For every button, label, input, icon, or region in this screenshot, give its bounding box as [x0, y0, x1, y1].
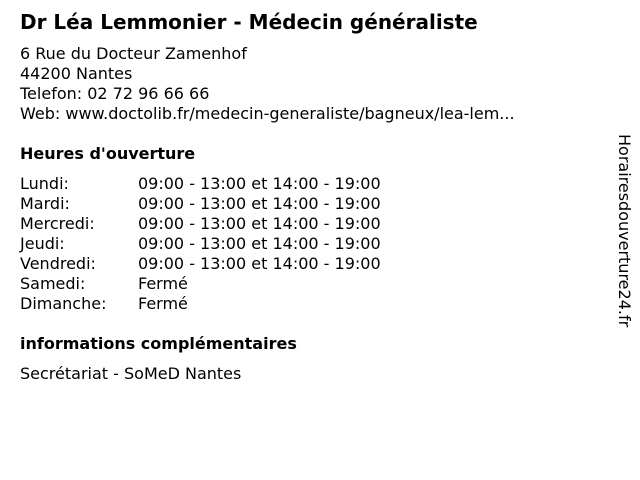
time-value: Fermé: [138, 274, 188, 293]
day-label: Mercredi:: [20, 214, 95, 233]
site-watermark: Horairesdouverture24.fr: [615, 134, 634, 328]
time-value: 09:00 - 13:00 et 14:00 - 19:00: [138, 214, 381, 233]
additional-info-text: Secrétariat - SoMeD Nantes: [20, 364, 242, 383]
time-value: 09:00 - 13:00 et 14:00 - 19:00: [138, 174, 381, 193]
address-city: 44200 Nantes: [20, 64, 133, 83]
address-street: 6 Rue du Docteur Zamenhof: [20, 44, 247, 63]
day-label: Lundi:: [20, 174, 69, 193]
opening-hours-heading: Heures d'ouverture: [20, 144, 196, 163]
day-label: Samedi:: [20, 274, 86, 293]
time-value: 09:00 - 13:00 et 14:00 - 19:00: [138, 254, 381, 273]
day-label: Dimanche:: [20, 294, 107, 313]
time-value: 09:00 - 13:00 et 14:00 - 19:00: [138, 194, 381, 213]
phone-number: Telefon: 02 72 96 66 66: [20, 84, 210, 103]
time-value: 09:00 - 13:00 et 14:00 - 19:00: [138, 234, 381, 253]
website-link[interactable]: Web: www.doctolib.fr/medecin-generaliste/bagneux/lea-lem...: [20, 104, 515, 123]
page-title: Dr Léa Lemmonier - Médecin généraliste: [20, 10, 478, 34]
day-label: Mardi:: [20, 194, 70, 213]
day-label: Jeudi:: [20, 234, 65, 253]
additional-info-heading: informations complémentaires: [20, 334, 297, 353]
time-value: Fermé: [138, 294, 188, 313]
day-label: Vendredi:: [20, 254, 96, 273]
